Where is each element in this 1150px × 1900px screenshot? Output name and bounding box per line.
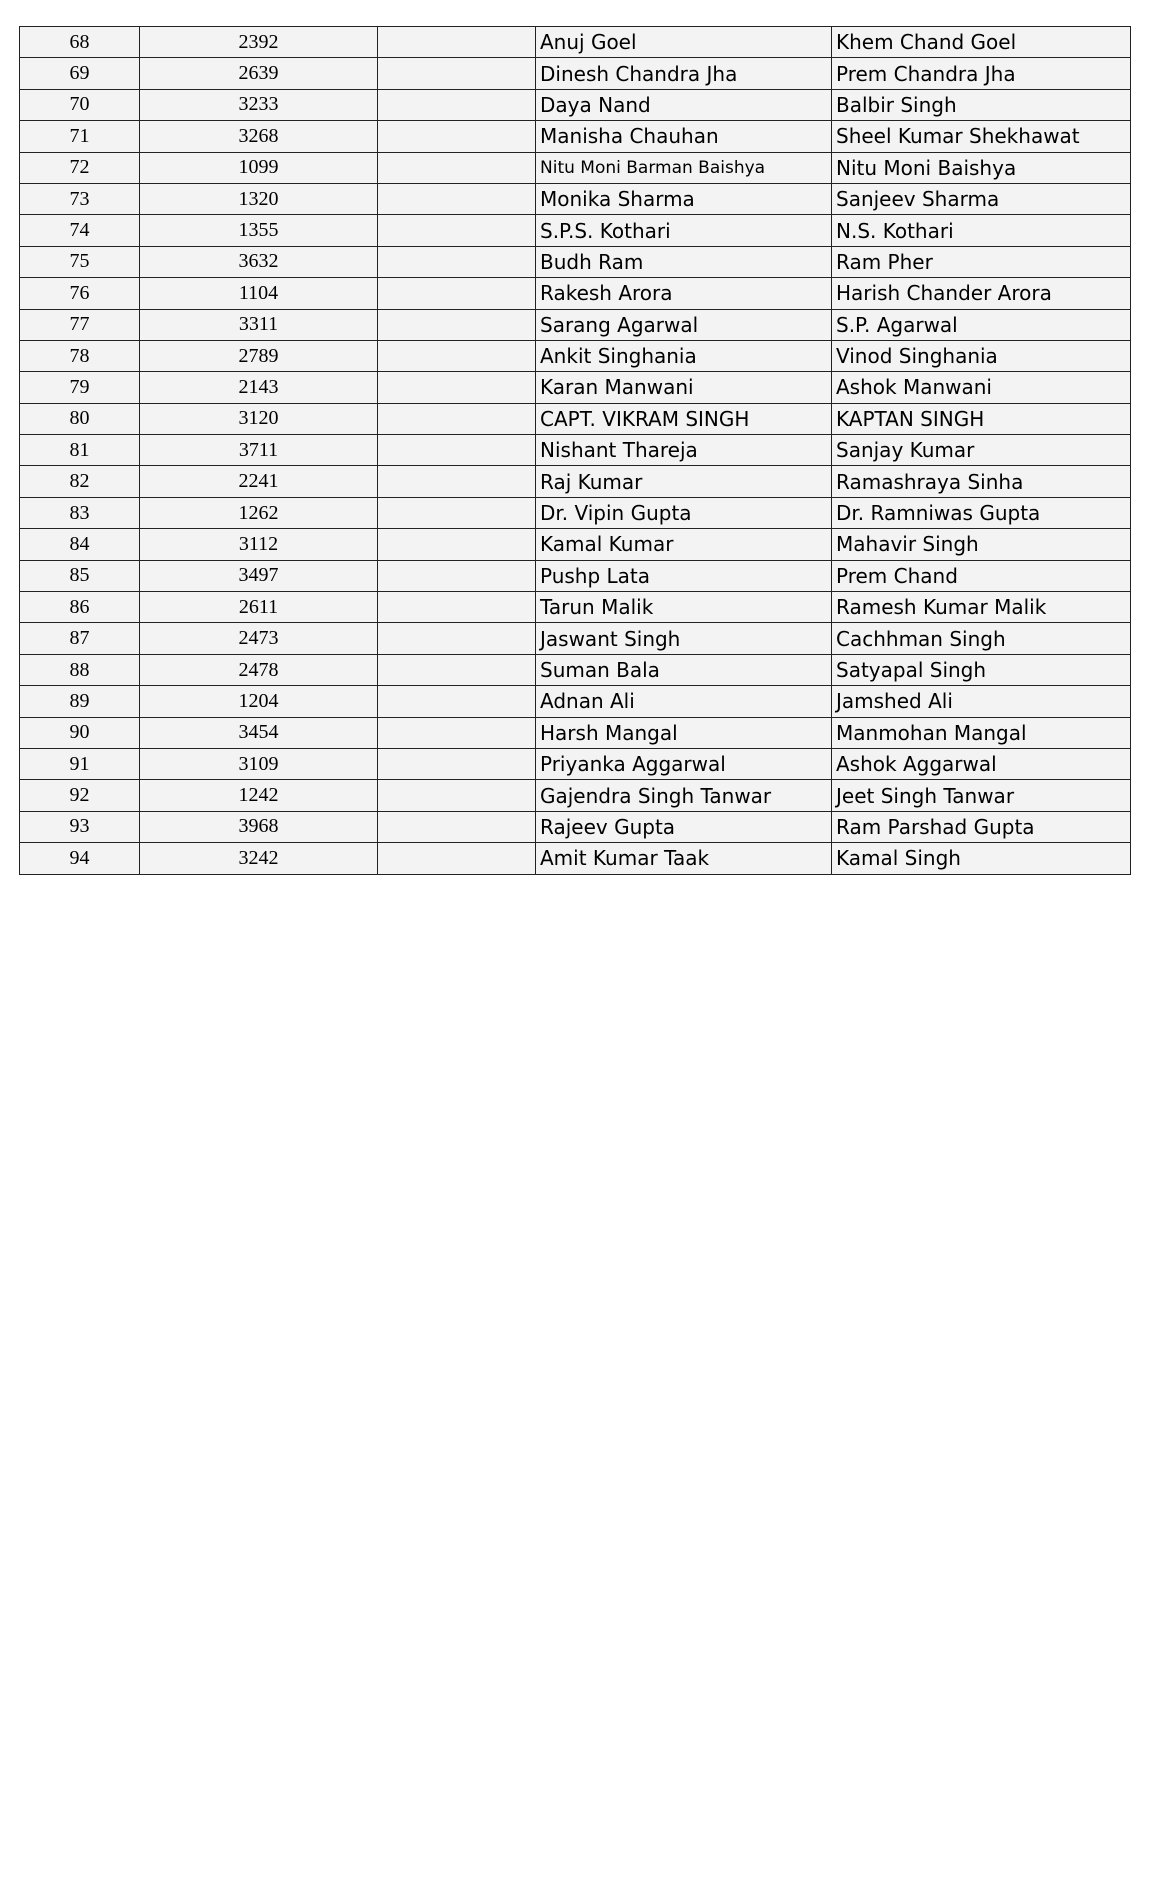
name-cell: Rakesh Arora (536, 278, 832, 309)
father-name-cell: Khem Chand Goel (832, 27, 1131, 58)
table-row (20, 152, 1131, 183)
id-number-cell: 3268 (140, 121, 378, 152)
id-number-cell: 3497 (140, 560, 378, 591)
father-name-cell: Jeet Singh Tanwar (832, 780, 1131, 811)
name-cell: Kamal Kumar (536, 529, 832, 560)
blank-cell (378, 592, 536, 623)
name-cell: Dr. Vipin Gupta (536, 497, 832, 528)
name-cell: Ankit Singhania (536, 340, 832, 371)
id-number-cell: 1099 (140, 152, 378, 183)
table-row (20, 592, 1131, 623)
id-number-cell: 1204 (140, 686, 378, 717)
father-name-cell: Manmohan Mangal (832, 717, 1131, 748)
blank-cell (378, 843, 536, 874)
name-cell: Nitu Moni Barman Baishya (536, 152, 832, 183)
name-cell: Pushp Lata (536, 560, 832, 591)
blank-cell (378, 121, 536, 152)
blank-cell (378, 278, 536, 309)
father-name-cell: Harish Chander Arora (832, 278, 1131, 309)
name-cell: Tarun Malik (536, 592, 832, 623)
table-row (20, 372, 1131, 403)
id-number-cell: 1320 (140, 183, 378, 214)
blank-cell (378, 246, 536, 277)
blank-cell (378, 748, 536, 779)
table-row (20, 780, 1131, 811)
blank-cell (378, 372, 536, 403)
serial-number-cell: 69 (20, 58, 140, 89)
table-row (20, 686, 1131, 717)
id-number-cell: 3109 (140, 748, 378, 779)
blank-cell (378, 309, 536, 340)
table-row (20, 497, 1131, 528)
blank-cell (378, 529, 536, 560)
blank-cell (378, 654, 536, 685)
father-name-cell: Sanjay Kumar (832, 435, 1131, 466)
serial-number-cell: 70 (20, 89, 140, 120)
father-name-cell: Jamshed Ali (832, 686, 1131, 717)
blank-cell (378, 89, 536, 120)
id-number-cell: 2789 (140, 340, 378, 371)
blank-cell (378, 623, 536, 654)
father-name-cell: Mahavir Singh (832, 529, 1131, 560)
blank-cell (378, 497, 536, 528)
blank-cell (378, 152, 536, 183)
id-number-cell: 2143 (140, 372, 378, 403)
father-name-cell: Prem Chandra Jha (832, 58, 1131, 89)
father-name-cell: N.S. Kothari (832, 215, 1131, 246)
id-number-cell: 3242 (140, 843, 378, 874)
name-cell: Daya Nand (536, 89, 832, 120)
father-name-cell: Ramashraya Sinha (832, 466, 1131, 497)
name-cell: Harsh Mangal (536, 717, 832, 748)
serial-number-cell: 83 (20, 497, 140, 528)
id-number-cell: 3711 (140, 435, 378, 466)
father-name-cell: Satyapal Singh (832, 654, 1131, 685)
table-row (20, 27, 1131, 58)
name-cell: Budh Ram (536, 246, 832, 277)
id-number-cell: 3112 (140, 529, 378, 560)
serial-number-cell: 71 (20, 121, 140, 152)
table-row (20, 811, 1131, 842)
name-cell: Raj Kumar (536, 466, 832, 497)
blank-cell (378, 183, 536, 214)
serial-number-cell: 84 (20, 529, 140, 560)
father-name-cell: Balbir Singh (832, 89, 1131, 120)
blank-cell (378, 780, 536, 811)
table-row (20, 403, 1131, 434)
serial-number-cell: 72 (20, 152, 140, 183)
table-row (20, 560, 1131, 591)
table-row (20, 717, 1131, 748)
id-number-cell: 1355 (140, 215, 378, 246)
table-row (20, 623, 1131, 654)
name-cell: Priyanka Aggarwal (536, 748, 832, 779)
serial-number-cell: 82 (20, 466, 140, 497)
father-name-cell: Dr. Ramniwas Gupta (832, 497, 1131, 528)
id-number-cell: 3120 (140, 403, 378, 434)
name-cell: Sarang Agarwal (536, 309, 832, 340)
serial-number-cell: 68 (20, 27, 140, 58)
blank-cell (378, 435, 536, 466)
name-cell: Nishant Thareja (536, 435, 832, 466)
name-cell: Gajendra Singh Tanwar (536, 780, 832, 811)
serial-number-cell: 85 (20, 560, 140, 591)
name-cell: Jaswant Singh (536, 623, 832, 654)
id-number-cell: 3233 (140, 89, 378, 120)
name-cell: Amit Kumar Taak (536, 843, 832, 874)
id-number-cell: 3632 (140, 246, 378, 277)
blank-cell (378, 811, 536, 842)
serial-number-cell: 91 (20, 748, 140, 779)
father-name-cell: Kamal Singh (832, 843, 1131, 874)
name-cell: Monika Sharma (536, 183, 832, 214)
name-cell: S.P.S. Kothari (536, 215, 832, 246)
serial-number-cell: 89 (20, 686, 140, 717)
name-cell: Suman Bala (536, 654, 832, 685)
father-name-cell: Vinod Singhania (832, 340, 1131, 371)
serial-number-cell: 93 (20, 811, 140, 842)
id-number-cell: 3968 (140, 811, 378, 842)
serial-number-cell: 81 (20, 435, 140, 466)
table-row (20, 654, 1131, 685)
id-number-cell: 1262 (140, 497, 378, 528)
id-number-cell: 2478 (140, 654, 378, 685)
name-cell: Rajeev Gupta (536, 811, 832, 842)
id-number-cell: 2611 (140, 592, 378, 623)
father-name-cell: Ashok Manwani (832, 372, 1131, 403)
table-row (20, 246, 1131, 277)
name-cell: Anuj Goel (536, 27, 832, 58)
name-cell: CAPT. VIKRAM SINGH (536, 403, 832, 434)
serial-number-cell: 88 (20, 654, 140, 685)
serial-number-cell: 79 (20, 372, 140, 403)
id-number-cell: 1104 (140, 278, 378, 309)
serial-number-cell: 78 (20, 340, 140, 371)
id-number-cell: 2241 (140, 466, 378, 497)
table-row (20, 215, 1131, 246)
serial-number-cell: 77 (20, 309, 140, 340)
table-row (20, 278, 1131, 309)
serial-number-cell: 86 (20, 592, 140, 623)
table-row (20, 183, 1131, 214)
table-row (20, 121, 1131, 152)
name-cell: Dinesh Chandra Jha (536, 58, 832, 89)
blank-cell (378, 58, 536, 89)
id-number-cell: 2639 (140, 58, 378, 89)
father-name-cell: Cachhman Singh (832, 623, 1131, 654)
serial-number-cell: 74 (20, 215, 140, 246)
id-number-cell: 2473 (140, 623, 378, 654)
table-row (20, 435, 1131, 466)
father-name-cell: Ram Parshad Gupta (832, 811, 1131, 842)
table-row (20, 843, 1131, 874)
father-name-cell: Ram Pher (832, 246, 1131, 277)
father-name-cell: Ashok Aggarwal (832, 748, 1131, 779)
father-name-cell: Sanjeev Sharma (832, 183, 1131, 214)
serial-number-cell: 76 (20, 278, 140, 309)
serial-number-cell: 94 (20, 843, 140, 874)
father-name-cell: Nitu Moni Baishya (832, 152, 1131, 183)
father-name-cell: S.P. Agarwal (832, 309, 1131, 340)
table-row (20, 748, 1131, 779)
id-number-cell: 3454 (140, 717, 378, 748)
blank-cell (378, 27, 536, 58)
serial-number-cell: 87 (20, 623, 140, 654)
id-number-cell: 3311 (140, 309, 378, 340)
serial-number-cell: 80 (20, 403, 140, 434)
id-number-cell: 1242 (140, 780, 378, 811)
blank-cell (378, 466, 536, 497)
blank-cell (378, 403, 536, 434)
blank-cell (378, 215, 536, 246)
table-row (20, 466, 1131, 497)
blank-cell (378, 717, 536, 748)
table-row (20, 58, 1131, 89)
id-number-cell: 2392 (140, 27, 378, 58)
blank-cell (378, 560, 536, 591)
father-name-cell: Ramesh Kumar Malik (832, 592, 1131, 623)
father-name-cell: Prem Chand (832, 560, 1131, 591)
table-row (20, 340, 1131, 371)
records-table-body (20, 27, 1131, 875)
blank-cell (378, 340, 536, 371)
name-cell: Karan Manwani (536, 372, 832, 403)
serial-number-cell: 92 (20, 780, 140, 811)
serial-number-cell: 90 (20, 717, 140, 748)
records-table (19, 26, 1131, 875)
name-cell: Adnan Ali (536, 686, 832, 717)
serial-number-cell: 73 (20, 183, 140, 214)
serial-number-cell: 75 (20, 246, 140, 277)
father-name-cell: Sheel Kumar Shekhawat (832, 121, 1131, 152)
table-row (20, 309, 1131, 340)
name-cell: Manisha Chauhan (536, 121, 832, 152)
blank-cell (378, 686, 536, 717)
father-name-cell: KAPTAN SINGH (832, 403, 1131, 434)
table-row (20, 529, 1131, 560)
table-row (20, 89, 1131, 120)
